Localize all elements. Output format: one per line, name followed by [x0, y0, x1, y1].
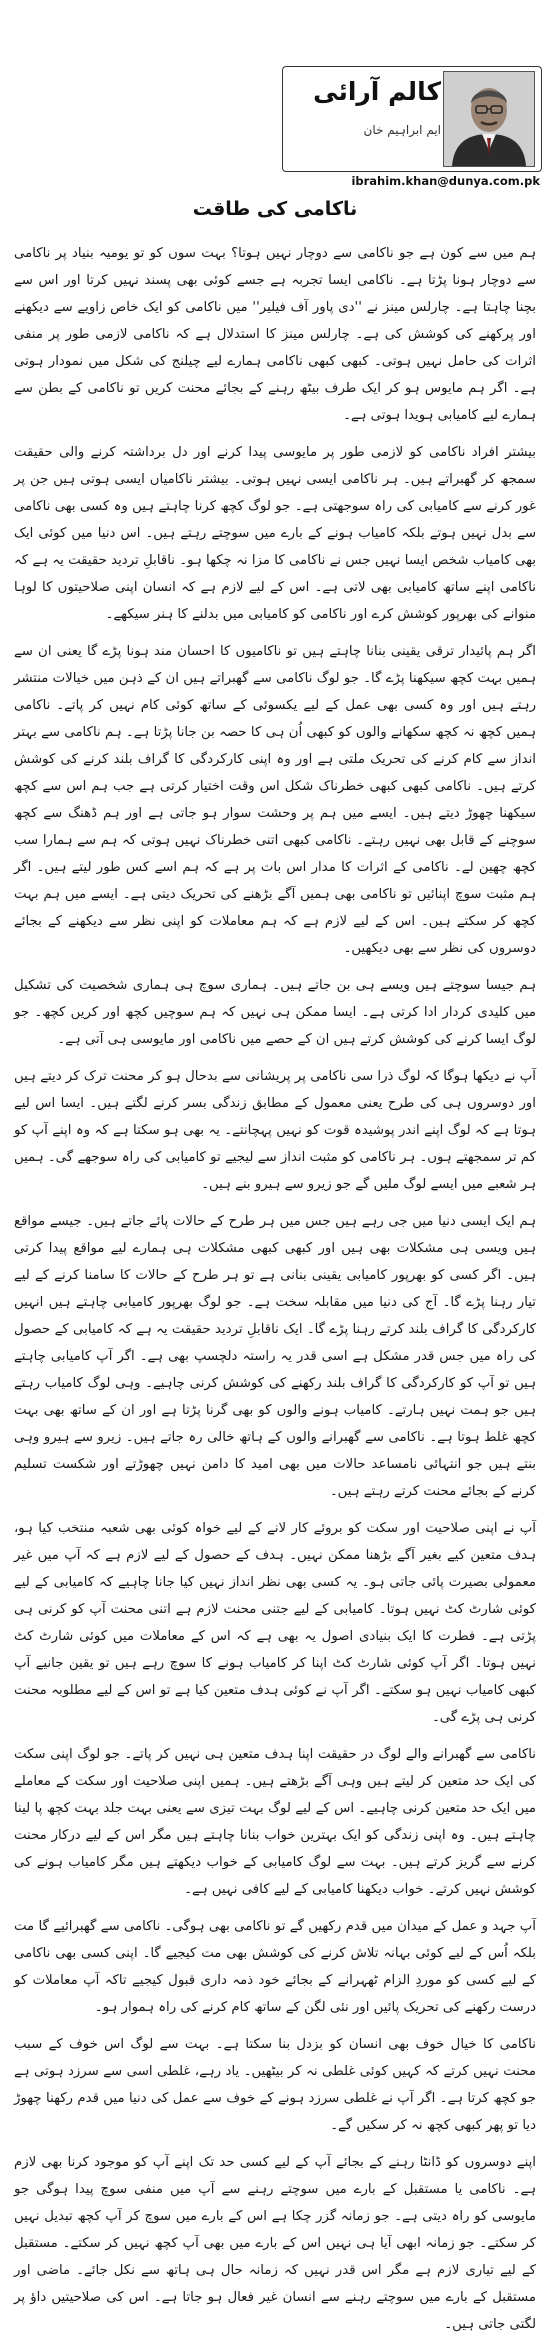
article-paragraph: ہم جیسا سوچتے ہیں ویسے ہی بن جاتے ہیں۔ ہماری سوچ ہی ہماری شخصیت کی تشکیل میں کلیدی کردار ادا کرتی ہے۔ ایسا ممکن ہی نہیں کہ ہم سوچیں کچھ اور کریں کچھ۔ جو لوگ ایسا کرنے کی کوشش کرتے ہیں ان کے حصے میں ناکامی اور مایوسی ہی آتی ہے۔ — [14, 978, 536, 1047]
article-paragraph: ہم میں سے کون ہے جو ناکامی سے دوچار نہیں ہوتا؟ بہت سوں کو تو یومیہ بنیاد پر ناکامی سے دوچار ہونا پڑتا ہے۔ ناکامی ایسا تجربہ ہے جسے کوئی بھی پسند نہیں کرتا اور اس سے بچنا چاہتا ہے۔ چارلس مینز نے ''دی پاور آف فیلیر'' میں ناکامی کو ایک خاص زاویے سے دیکھنے اور پرکھنے کی کوشش کی ہے۔ چارلس مینز کا استدلال ہے کہ ناکامی لازمی طور پر منفی اثرات کی حامل نہیں ہوتی۔ کبھی کبھی ناکامی ہمارے لیے چیلنج کی شکل میں نمودار ہوتی ہے۔ اگر ہم مایوس ہو کر ایک طرف بیٹھ رہنے کے بجائے محنت کریں تو ناکامی کے بطن سے ہمارے لیے کامیابی ہویدا ہوتی ہے۔ — [14, 246, 536, 423]
article-paragraph: آپ نے اپنی صلاحیت اور سکت کو بروئے کار لانے کے لیے خواہ کوئی بھی شعبہ منتخب کیا ہو، ہدف متعین کیے بغیر آگے بڑھنا ممکن نہیں۔ ہدف کے حصول کے لیے لازم ہے کہ آپ میں غیر معمولی بصیرت پائی جاتی ہو۔ یہ کسی بھی نظر انداز نہیں کیا جانا چاہیے کہ کامیابی کے لیے کوئی شارٹ کٹ نہیں ہوتا۔ کامیابی کے لیے جتنی محنت لازم ہے اتنی محنت آپ کو کرنی ہی پڑتی ہے۔ فطرت کا ایک بنیادی اصول یہ بھی ہے کہ اس کے معاملات میں کوئی شارٹ کٹ نہیں ہوتا۔ اگر آپ کوئی شارٹ کٹ اپنا کر کامیاب ہونے کا سوچ رہے ہیں تو یقین جانیے آپ کبھی کامیاب نہیں ہو سکتے۔ اگر آپ نے کوئی ہدف متعین کیا ہے تو اس کے لیے مطلوبہ محنت کرنی ہی پڑے گی۔ — [14, 1521, 536, 1725]
article-paragraph: آپ جہد و عمل کے میدان میں قدم رکھیں گے تو ناکامی بھی ہوگی۔ ناکامی سے گھبرائیے گا مت بلکہ اُس کے لیے کوئی بہانہ تلاش کرنے کی کوشش بھی مت کیجیے گا۔ اپنی کسی بھی ناکامی کے لیے کسی کو موردِ الزام ٹھہرانے کے بجائے خود ذمہ داری قبول کیجیے تاکہ آپ معاملات کو درست رکھنے کی تحریک پائیں اور نئی لگن کے ساتھ کام کرنے کی راہ ہموار ہو۔ — [14, 1919, 536, 2015]
article-paragraph: آپ نے دیکھا ہوگا کہ لوگ ذرا سی ناکامی پر پریشانی سے بدحال ہو کر محنت ترک کر دیتے ہیں اور دوسروں ہی کی طرح یعنی معمول کے مطابق زندگی بسر کرنے لگتے ہیں۔ ایسا اس لیے ہوتا ہے کہ لوگ اپنے اندر پوشیدہ قوت کو نہیں پہچانتے۔ یہ بھی ہو سکتا ہے کہ وہ اپنے آپ کو کم تر سمجھتے ہوں۔ ہر ناکامی کو مثبت انداز سے لیجیے تو کامیابی کی راہ سوجھے گی۔ ہمیں ہر شعبے میں ایسے لوگ ملیں گے جو زیرو سے ہیرو بنے ہیں۔ — [14, 1069, 536, 1192]
article-body — [14, 240, 536, 2348]
article-paragraph: ناکامی سے گھبرانے والے لوگ در حقیقت اپنا ہدف متعین ہی نہیں کر پاتے۔ جو لوگ اپنی سکت کی ایک حد متعین کر لیتے ہیں وہی آگے بڑھتے ہیں۔ ہمیں اپنی صلاحیت اور سکت کے معاملے میں ایک حد متعین کرنی چاہیے۔ اس کے لیے لوگ بہت تیزی سے یعنی بہت جلد بہت کچھ پا لینا چاہتے ہیں۔ وہ اپنی زندگی کو ایک بہترین خواب بنانا چاہتے ہیں مگر اس کے لیے درکار محنت کرنے سے گریز کرتے ہیں۔ بہت سے لوگ کامیابی کے خواب دیکھتے ہیں مگر کامیاب ہونے کی کوشش نہیں کرتے۔ خواب دیکھنا کامیابی کے لیے کافی نہیں ہے۔ — [14, 1747, 536, 1897]
article-paragraph: ہم ایک ایسی دنیا میں جی رہے ہیں جس میں ہر طرح کے حالات پائے جاتے ہیں۔ جیسے مواقع ہیں ویسی ہی مشکلات بھی ہیں اور کبھی کبھی مشکلات ہی ہمارے لیے مواقع پیدا کرتی ہیں۔ اگر کسی کو بھرپور کامیابی یقینی بنانی ہے تو ہر طرح کے حالات کا سامنا کرنے کے لیے تیار رہنا پڑے گا۔ آج کی دنیا میں مقابلہ سخت ہے۔ جو لوگ بھرپور کامیابی چاہتے ہیں انہیں کارکردگی کا گراف بلند کرتے رہنا پڑے گا۔ ایک ناقابلِ تردید حقیقت یہ ہے کہ کامیابی کے حصول کی راہ میں جس قدر مشکل ہے اسی قدر یہ راستہ دلچسپ بھی ہے۔ اگر آپ کامیابی چاہتے ہیں تو آپ کو کارکردگی کا گراف بلند رکھنے کی کوشش کرنی چاہیے۔ وہی لوگ کامیاب رہتے ہیں جو ہمت نہیں ہارتے۔ کامیاب ہونے والوں کو بھی گرنا پڑتا ہے اور ان کے ساتھ بھی بہت کچھ غلط ہوتا ہے۔ ناکامی سے گھبرانے والوں کے ہاتھ خالی رہ جاتے ہیں۔ زیرو سے ہیرو وہی بنتے ہیں جو انتہائی نامساعد حالات میں بھی امید کا دامن نہیں چھوڑتے اور شکست تسلیم کرنے کے بجائے محنت کرتے رہتے ہیں۔ — [14, 1214, 536, 1499]
author-photo — [443, 71, 535, 167]
author-portrait-icon — [444, 72, 534, 166]
author-name: ایم ابراہیم خان — [363, 123, 441, 137]
article-paragraph: بیشتر افراد ناکامی کو لازمی طور پر مایوسی پیدا کرنے اور دل برداشتہ کرنے والی حقیقت سمجھ کر گھبراتے ہیں۔ ہر ناکامی ایسی نہیں ہوتی۔ بیشتر ناکامیاں ایسی ہوتی ہیں جن پر غور کرنے سے کامیابی کی راہ سوجھتی ہے۔ جو لوگ کچھ کرنا چاہتے ہیں وہ کسی بھی ناکامی سے بدل نہیں ہوتے بلکہ کامیاب ہونے کے بارے میں سوچتے رہتے ہیں۔ اس دنیا میں کوئی ایک بھی کامیاب شخص ایسا نہیں جس نے ناکامی کا مزا نہ چکھا ہو۔ ناقابلِ تردید حقیقت یہ ہے کہ ناکامی اپنے ساتھ کامیابی بھی لاتی ہے۔ اس کے لیے لازم ہے کہ انسان اپنی صلاحیتوں کا لوہا منوانے کی بھرپور کوشش کرے اور ناکامی کو کامیابی میں بدلنے کا ہنر سیکھے۔ — [14, 445, 536, 622]
article-paragraph: اپنے دوسروں کو ڈانٹا رہنے کے بجائے آپ کے لیے کسی حد تک اپنے آپ کو موجود کرنا بھی لازم ہے۔ ناکامی یا مستقبل کے بارے میں سوچتے رہنے سے آپ میں منفی سوچ پیدا ہوگی جو مایوسی کو راہ دیتی ہے۔ جو زمانہ گزر چکا ہے اس کے بارے میں سوچ کر آپ کچھ تبدیل نہیں کر سکتے۔ جو زمانہ ابھی آیا ہی نہیں اس کے بارے میں بھی آپ کچھ نہیں کر سکتے۔ مستقبل کے لیے تیاری لازم ہے مگر اس قدر نہیں کہ زمانہ حال ہی ہاتھ سے نکل جائے۔ ماضی اور مستقبل کے بارے میں سوچتے رہنے سے انسان غیر فعال ہو جاتا ہے۔ اس کی صلاحیتیں داؤ پر لگتی جاتی ہیں۔ — [14, 2155, 536, 2332]
column-brand: کالم آرائی — [313, 77, 441, 106]
article-paragraph: ناکامی کا خیال خوف بھی انسان کو بزدل بنا سکتا ہے۔ بہت سے لوگ اس خوف کے سبب محنت نہیں کرتے کہ کہیں کوئی غلطی نہ کر بیٹھیں۔ یاد رہے، غلطی اسی سے سرزد ہوتی ہے جو کچھ کرتا ہے۔ اگر آپ نے غلطی سرزد ہونے کے خوف سے عمل کی دنیا میں قدم رکھنا چھوڑ دیا تو پھر کبھی کچھ نہ کر سکیں گے۔ — [14, 2037, 536, 2133]
author-email[interactable]: ibrahim.khan@dunya.com.pk — [351, 174, 540, 188]
article-headline: ناکامی کی طاقت — [192, 198, 358, 220]
article-paragraph: اگر ہم پائیدار ترقی یقینی بنانا چاہتے ہیں تو ناکامیوں کا احسان مند ہونا پڑے گا یعنی ان سے ہمیں بہت کچھ سیکھنا پڑے گا۔ جو لوگ ناکامی سے گھبراتے ہیں ان کے ذہن میں خیالات منتشر رہتے ہیں اور وہ کسی بھی عمل کے لیے یکسوئی کے ساتھ کوئی کام نہیں کر پاتے۔ ناکامی ہمیں کچھ نہ کچھ سکھانے والوں کو کبھی اُن ہی کا حصہ بن جانا پڑتا ہے۔ ہم ناکامی سے بہتر انداز سے کام کرنے کی تحریک ملتی ہے اور وہ اپنی کارکردگی کا گراف بلند کرنے کی کوشش کرتے ہیں۔ ناکامی کبھی کبھی خطرناک شکل اس وقت اختیار کرتی ہے جب ہم اس سے کچھ سیکھنا چھوڑ دیتے ہیں۔ ایسے میں ہم پر وحشت سوار ہو جاتی ہے اور ہم ڈھنگ سے کچھ سوچنے کے قابل بھی نہیں رہتے۔ ناکامی کبھی اتنی خطرناک نہیں ہوتی کہ ہم سے ہمارا سب کچھ چھین لے۔ ناکامی کے اثرات کا مدار اس بات پر ہے کہ ہم اسے کس طور لیتے ہیں۔ اگر ہم مثبت سوچ اپنائیں تو ناکامی بھی ہمیں آگے بڑھنے کی تحریک دیتی ہے۔ ایسے میں ہم بہت کچھ کر سکتے ہیں۔ اس کے لیے لازم ہے کہ ہم معاملات کو اپنی نظر سے دیکھنے کے بجائے دوسروں کی نظر سے بھی دیکھیں۔ — [14, 644, 536, 956]
column-masthead — [282, 66, 542, 172]
